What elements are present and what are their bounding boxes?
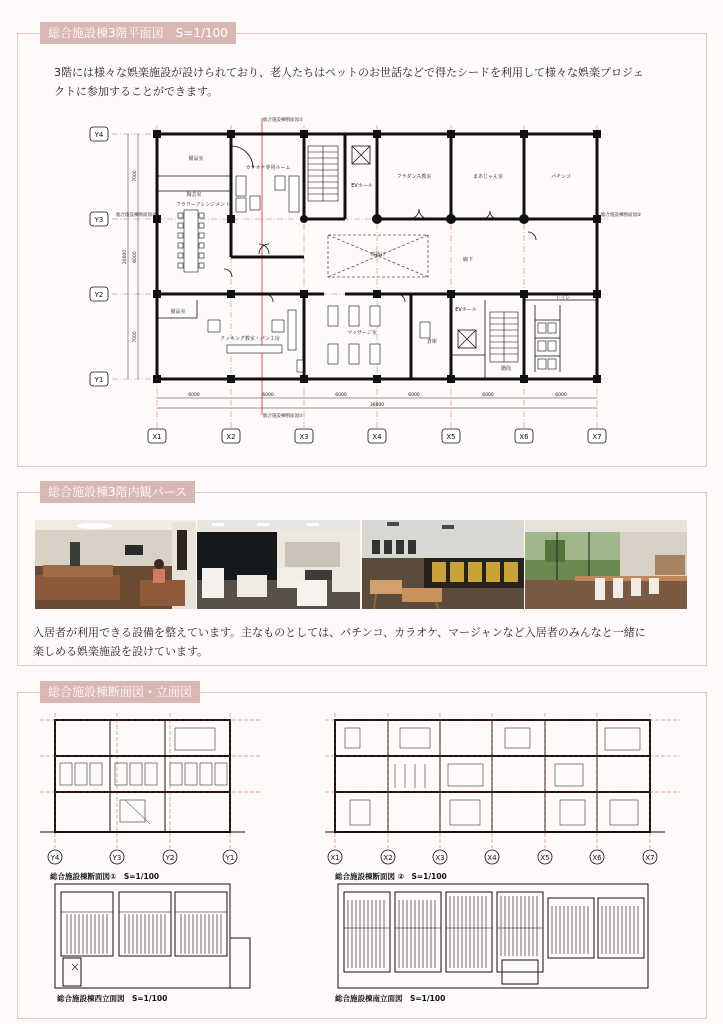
south-elevation-drawing bbox=[330, 878, 660, 990]
room-label-stairs: 階段 bbox=[500, 366, 512, 372]
room-label-storage2: 備品室 bbox=[170, 309, 186, 315]
interior-perspective-title: 総合施設棟3階内観パース bbox=[40, 481, 195, 503]
south-elevation-caption: 総合施設棟南立面図 S=1/100 bbox=[335, 994, 446, 1003]
grid-row-y3: Y3 bbox=[94, 216, 104, 224]
dim-left-2: 20000 bbox=[123, 249, 128, 265]
room-label-massage: マッサージ室 bbox=[347, 330, 377, 336]
floor-plan-description-line2: クトに参加することができます。 bbox=[54, 85, 219, 98]
interior-description bbox=[33, 623, 703, 661]
room-label-hula: フラダンス教室 bbox=[396, 174, 432, 180]
interior-description-line1: 入居者が利用できる設備を整えています。主なものとしては、パチンコ、カラオケ、マージャンなど入居者のみんなと一緒に bbox=[33, 626, 646, 639]
interior-photo-karaoke bbox=[35, 520, 196, 609]
room-label-storeroom: 倉庫 bbox=[426, 339, 438, 345]
room-label-toilet: トイレ bbox=[555, 295, 571, 301]
grid-row-y2: Y2 bbox=[94, 291, 104, 299]
dim-bottom-1: 6000 bbox=[188, 393, 200, 398]
section2-axis-x2: X2 bbox=[383, 854, 393, 862]
floor-plan-drawing bbox=[0, 0, 723, 470]
dim-bottom-5: 6000 bbox=[482, 393, 494, 398]
section2-caption: 総合施設棟断面図 ② S=1/100 bbox=[335, 872, 447, 881]
grid-col-x1: X1 bbox=[152, 433, 162, 441]
grid-col-x2: X2 bbox=[226, 433, 236, 441]
room-label-ev-hall2: EVホール bbox=[455, 307, 477, 313]
dim-left-3: 6000 bbox=[133, 251, 138, 263]
dim-left-4: 7000 bbox=[133, 331, 138, 343]
room-label-corridor: 廊下 bbox=[462, 257, 474, 263]
room-label-mahjong: まあじゃん室 bbox=[472, 174, 504, 180]
room-label-cooking: クッキング教室・パン工房 bbox=[220, 336, 280, 342]
section-marker-top: 総合施設棟断面図① bbox=[263, 118, 304, 123]
section2-axis-x6: X6 bbox=[592, 854, 602, 862]
interior-photo-mahjong bbox=[362, 520, 524, 609]
section-marker-right: 総合施設棟断面図② bbox=[601, 213, 642, 218]
interior-photo-dining bbox=[525, 520, 687, 609]
interior-description-line2: 楽しめる娯楽施設を設けています。 bbox=[33, 645, 209, 658]
grid-col-x6: X6 bbox=[519, 433, 529, 441]
room-label-storage1: 備品室 bbox=[188, 156, 204, 162]
grid-col-x4: X4 bbox=[372, 433, 382, 441]
room-label-pachinko: パチンコ bbox=[551, 174, 571, 180]
room-label-pottery: 陶芸室 bbox=[186, 192, 202, 198]
section2-axis-x3: X3 bbox=[435, 854, 445, 862]
room-label-flower: フラワーアレンジメント bbox=[175, 202, 231, 208]
room-label-ev-hall1: EVホール bbox=[351, 183, 373, 189]
section-elevation-title: 総合施設棟断面図・立面図 bbox=[40, 681, 200, 703]
dim-bottom-3: 6000 bbox=[335, 393, 347, 398]
floor-plan-title: 総合施設棟3階平面図 S=1/100 bbox=[40, 22, 236, 44]
section2-axis-x1: X1 bbox=[330, 854, 340, 862]
section-marker-left: 総合施設棟断面図② bbox=[116, 213, 157, 218]
west-elevation-caption: 総合施設棟西立面図 S=1/100 bbox=[57, 994, 168, 1003]
room-label-void: 吹抜け bbox=[370, 252, 386, 258]
grid-row-y4: Y4 bbox=[94, 131, 104, 139]
floor-plan-description-line1: 3階には様々な娯楽施設が設けられており、老人たちはペットのお世話などで得たシードを利用して様々な娯楽プロジェ bbox=[54, 66, 644, 79]
grid-col-x7: X7 bbox=[592, 433, 602, 441]
dim-bottom-2: 6000 bbox=[262, 393, 274, 398]
room-label-karaoke: カラオケ専用ルーム bbox=[245, 165, 291, 171]
grid-col-x3: X3 bbox=[299, 433, 309, 441]
section2-axis-x5: X5 bbox=[540, 854, 550, 862]
section1-axis-y2: Y2 bbox=[165, 854, 175, 862]
dim-left-1: 7000 bbox=[133, 170, 138, 182]
section-drawing-1 bbox=[35, 708, 310, 868]
section1-axis-y1: Y1 bbox=[225, 854, 235, 862]
section1-axis-y4: Y4 bbox=[50, 854, 60, 862]
grid-row-y1: Y1 bbox=[94, 376, 104, 384]
dim-bottom-6: 6000 bbox=[555, 393, 567, 398]
interior-photo-cooking bbox=[197, 520, 360, 609]
section2-axis-x7: X7 bbox=[645, 854, 655, 862]
section-drawing-2 bbox=[320, 708, 695, 868]
section1-axis-y3: Y3 bbox=[112, 854, 122, 862]
section2-axis-x4: X4 bbox=[487, 854, 497, 862]
section1-caption: 総合施設棟断面図① S=1/100 bbox=[50, 872, 160, 881]
dim-total: 36000 bbox=[369, 403, 385, 408]
west-elevation-drawing bbox=[45, 878, 260, 990]
dim-bottom-4: 6000 bbox=[408, 393, 420, 398]
section-marker-bottom: 総合施設棟断面図① bbox=[263, 414, 304, 419]
grid-col-x5: X5 bbox=[446, 433, 456, 441]
